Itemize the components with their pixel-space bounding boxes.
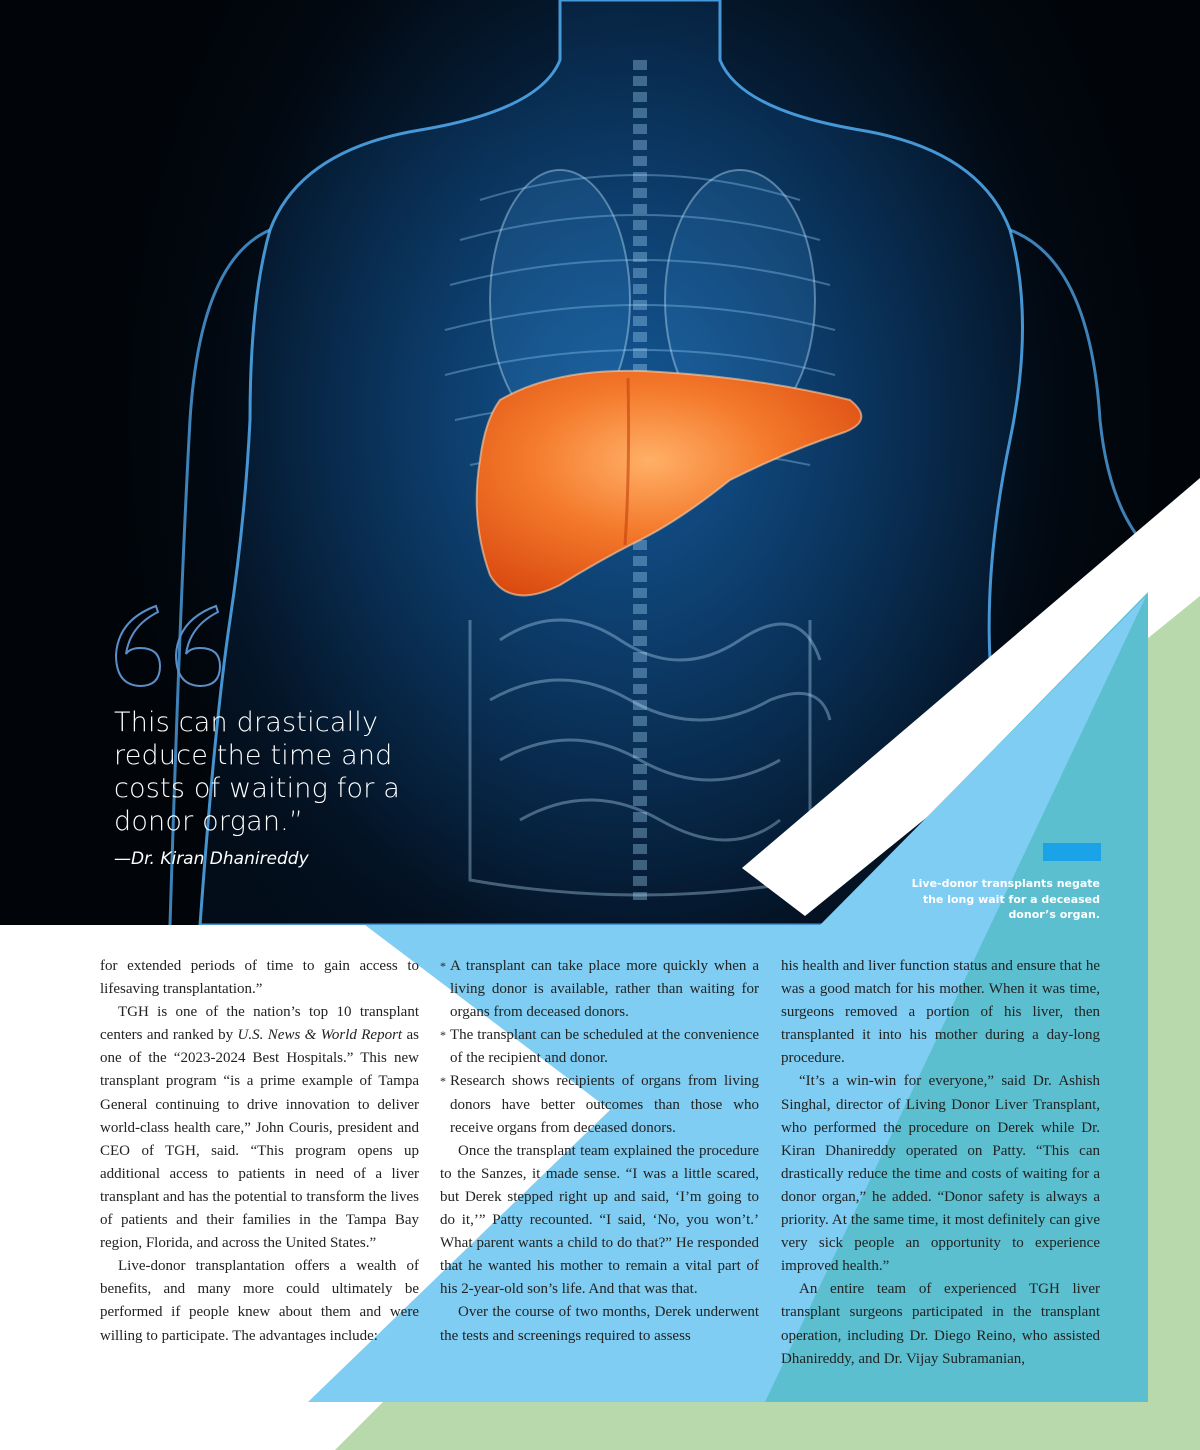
list-item: * The transplant can be scheduled at the convenience of the recipient and donor. <box>440 1027 759 1067</box>
quote-attribution: —Dr. Kiran Dhanireddy <box>114 849 309 869</box>
article-column-3 <box>781 955 1100 1371</box>
list-item: * A transplant can take place more quickly when a living donor is available, rather than waiting for organs from deceased donors. <box>440 958 759 1021</box>
paragraph: “It’s a win-win for everyone,” said Dr. Ashish Singhal, director of Living Donor Liver Transplant, who performed the procedure on Derek while Dr. Kiran Dhanireddy operated on Patty. “This can drastically reduce the time and costs of waiting for a donor organ,” he added. “Donor safety is always a priority. At the same time, it most definitely can give very sick people an opportunity to experience improved health.” <box>781 1073 1100 1275</box>
paragraph: Live-donor transplantation offers a wealth of benefits, and many more could ultimately be performed if people knew about them and were willing to participate. The advantages include: <box>100 1258 419 1344</box>
paragraph: for extended periods of time to gain access to lifesaving transplantation.” <box>100 958 419 998</box>
list-item: * Research shows recipients of organs from living donors have better outcomes than those who receive organs from deceased donors. <box>440 1073 759 1136</box>
article-body <box>100 955 1100 1375</box>
article-column-2 <box>440 955 759 1348</box>
article-column-1 <box>100 955 419 1348</box>
caption-accent-bar <box>1043 843 1101 861</box>
paragraph: Over the course of two months, Derek underwent the tests and screenings required to assess <box>440 1304 759 1344</box>
publication-title: U.S. News & World Report <box>237 1027 403 1044</box>
paragraph: TGH is one of the nation’s top 10 transplant centers and ranked by U.S. News & World Report as one of the “2023-2024 Best Hospitals.” This new transplant program “is a prime example of Tampa General continuing to drive innovation to deliver world-class health care,” John Couris, president and CEO of TGH, said. “This program opens up additional access to patients in need of a liver transplant and has the potential to transform the lives of patients and their families in the Tampa Bay region, Florida, and across the United States.” <box>100 1004 420 1252</box>
photo-caption: Live-donor transplants negate the long wait for a deceased donor’s organ. <box>911 877 1100 921</box>
paragraph: his health and liver function status and ensure that he was a good match for his mother. When it was time, surgeons removed a portion of his liver, then transplanted it into his mother during a day-long procedure. <box>781 958 1100 1067</box>
pull-quote: This can drastically reduce the time and costs of waiting for a donor organ.” <box>114 707 401 837</box>
advantages-list <box>440 955 759 1140</box>
paragraph: An entire team of experienced TGH liver transplant surgeons participated in the transplant operation, including Dr. Diego Reino, who assisted Dhanireddy, and Dr. Vijay Subramanian, <box>781 1281 1100 1367</box>
paragraph: Once the transplant team explained the procedure to the Sanzes, it made sense. “I was a little scared, but Derek stepped right up and said, ‘I’m going to do it,’” Patty recounted. “I said, ‘No, you won’t.’ What parent wants a child to do that?” He responded that he wanted his mother to remain a vital part of his 2-year-old son’s life. And that was that. <box>440 1142 759 1298</box>
